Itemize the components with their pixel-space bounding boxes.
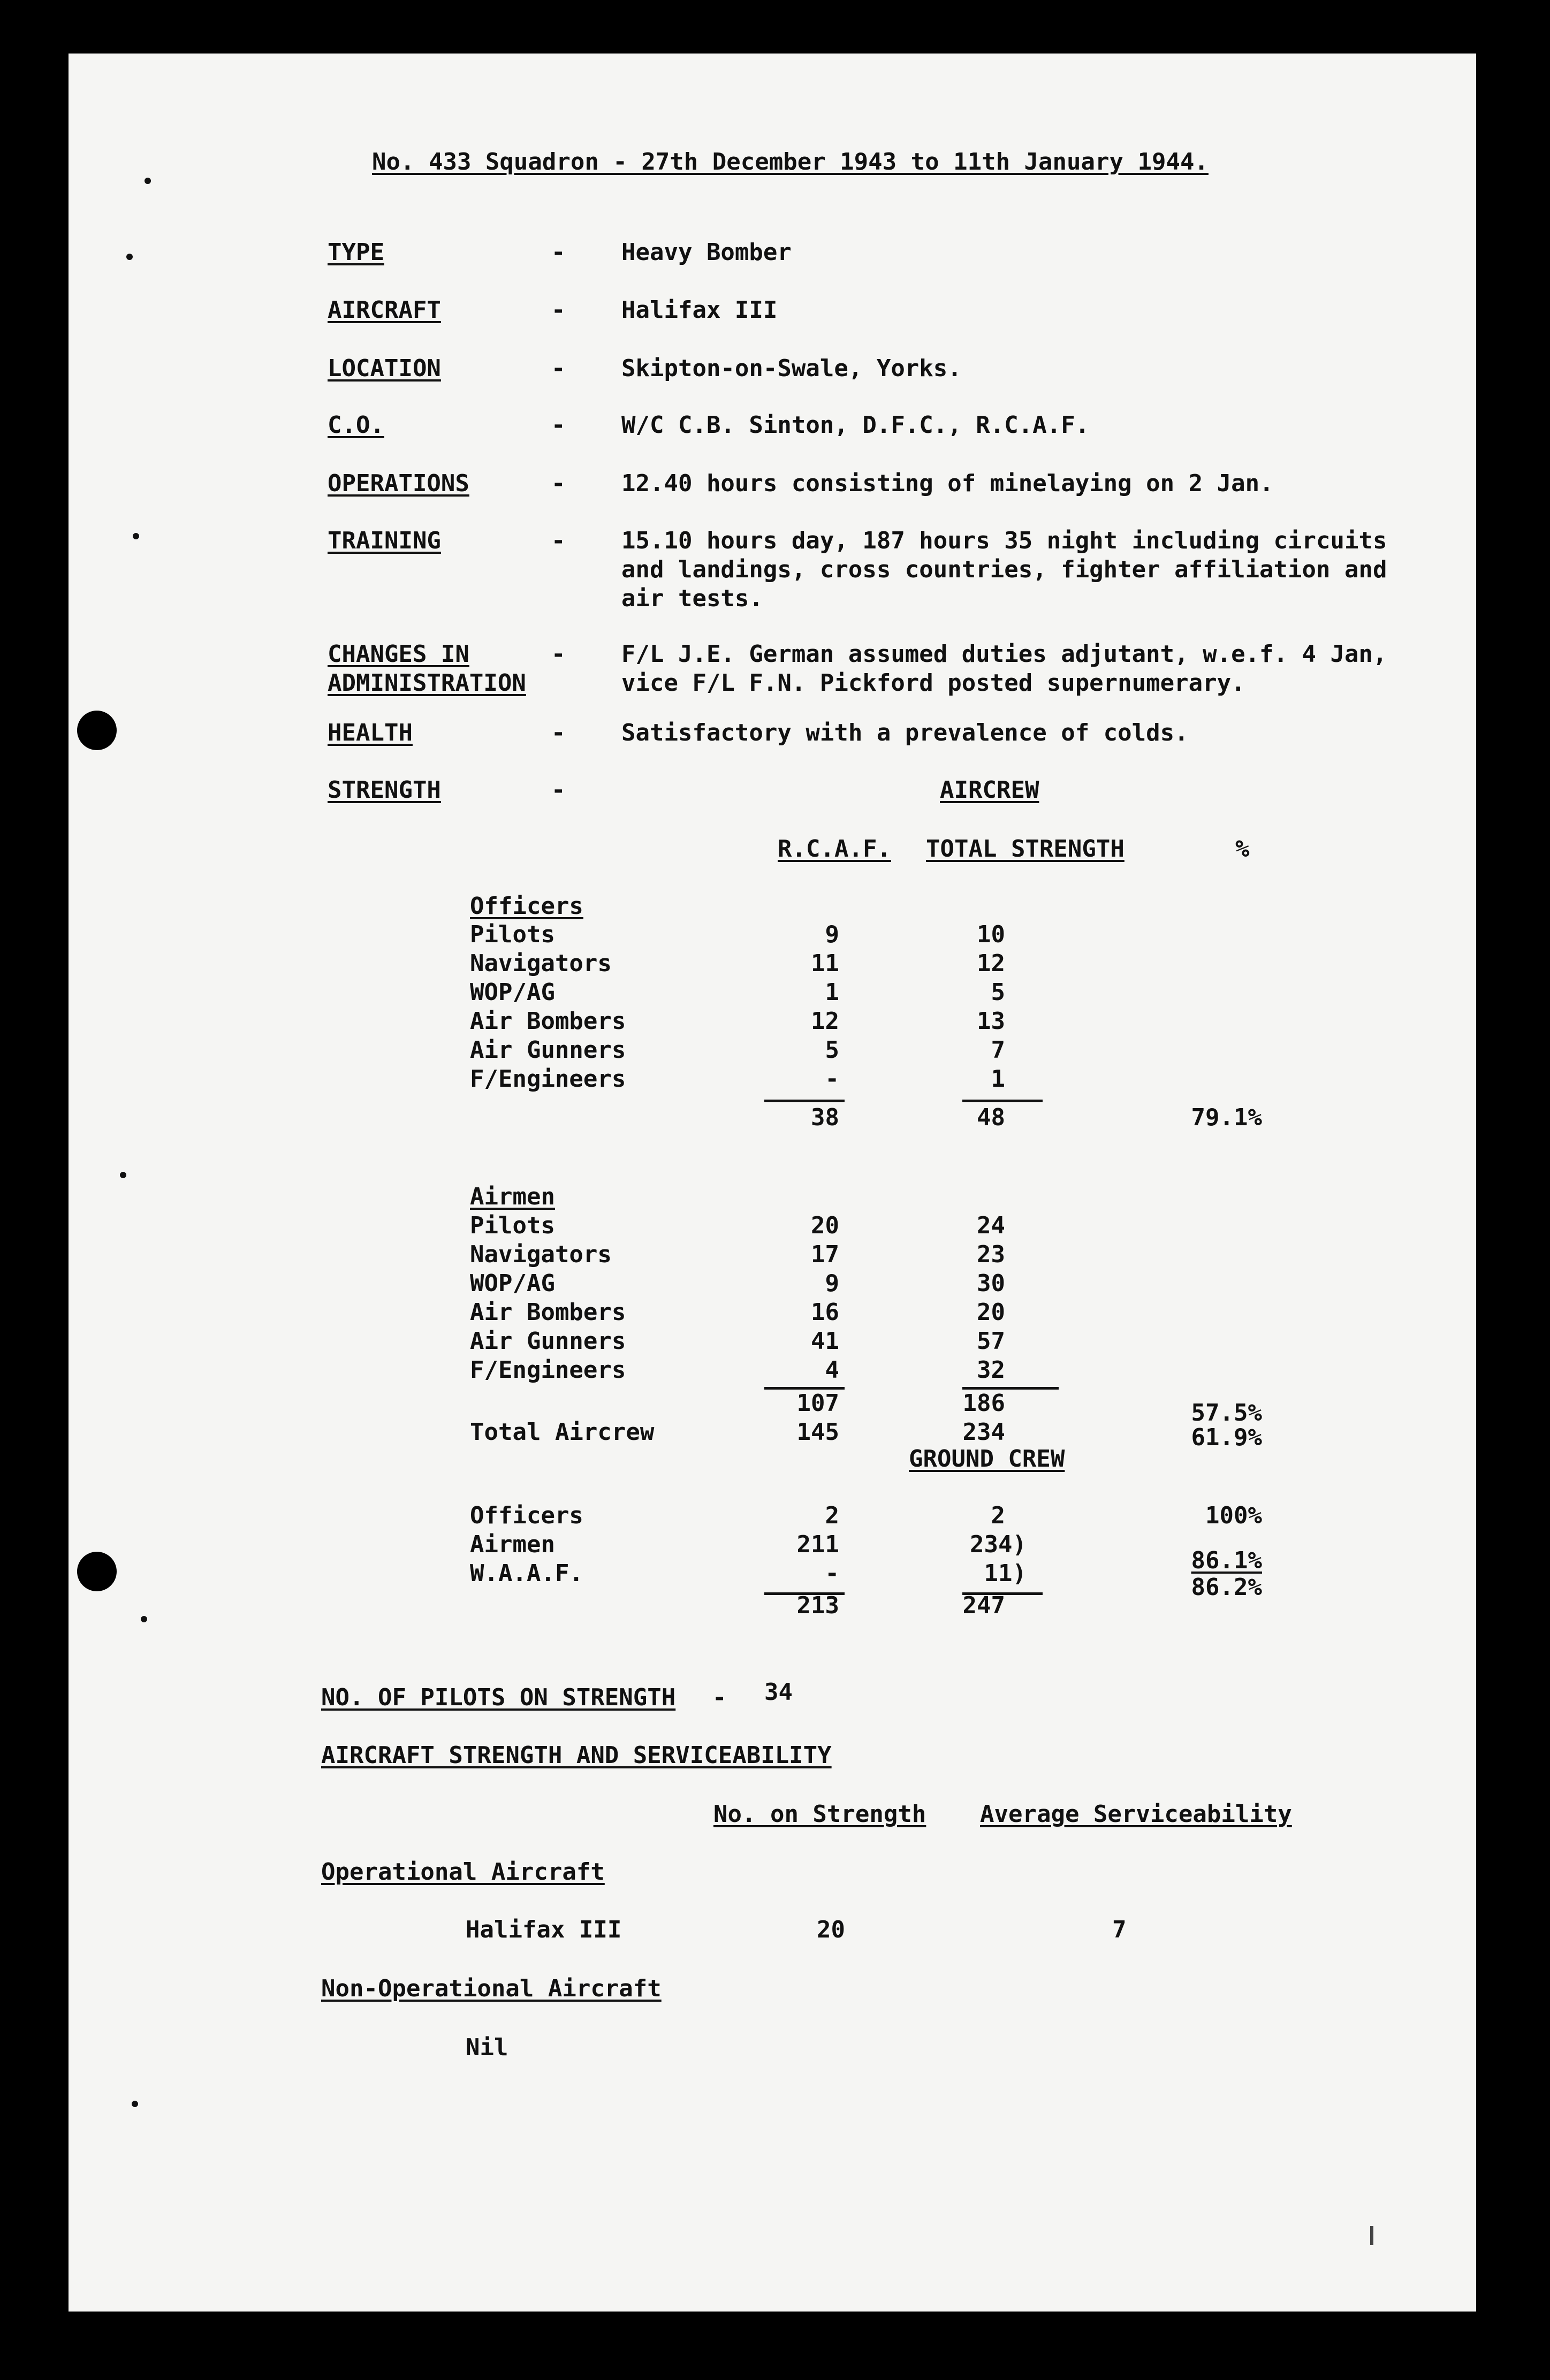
punch-hole (77, 1552, 117, 1591)
airman-role: WOP/AG (470, 1270, 555, 1297)
speck (120, 1172, 126, 1178)
field-dash: - (551, 239, 566, 266)
speck (141, 1616, 147, 1622)
field-dash: - (551, 296, 566, 324)
aircraft-type: Halifax III (466, 1916, 622, 1943)
officer-rcaf: 1 (825, 979, 839, 1006)
field-dash: - (551, 776, 566, 804)
officer-role: F/Engineers (470, 1065, 626, 1093)
officer-rcaf: 11 (811, 950, 839, 977)
officer-role: Air Gunners (470, 1036, 626, 1064)
ground-total: 2 (991, 1502, 1005, 1529)
aircraft-serviceability-value: 7 (1112, 1916, 1127, 1943)
col-average-serviceability: Average Serviceability (980, 1801, 1292, 1828)
operational-aircraft-heading: Operational Aircraft (321, 1858, 605, 1886)
airman-total: 23 (977, 1241, 1005, 1268)
subtotal-rule (764, 1100, 845, 1102)
airman-total: 32 (977, 1356, 1005, 1384)
ground-role: Officers (470, 1502, 583, 1529)
field-label-health: HEALTH (328, 719, 413, 746)
officer-rcaf: 12 (811, 1008, 839, 1035)
field-dash: - (551, 719, 566, 746)
ground-total-strength: 247 (962, 1592, 1005, 1619)
airman-total: 30 (977, 1270, 1005, 1297)
airman-role: Air Bombers (470, 1299, 626, 1326)
field-value-co: W/C C.B. Sinton, D.F.C., R.C.A.F. (621, 411, 1090, 439)
officer-role: Pilots (470, 921, 555, 948)
officer-role: Air Bombers (470, 1008, 626, 1035)
total-aircrew-rcaf: 145 (796, 1418, 839, 1446)
field-label-training: TRAINING (328, 527, 441, 554)
field-label-location: LOCATION (328, 355, 441, 382)
document-page (69, 54, 1476, 2312)
officer-rcaf: 9 (825, 921, 839, 948)
airmen-total-pct: 57.5% (1191, 1399, 1262, 1427)
speck (1370, 2226, 1373, 2245)
officer-total: 13 (977, 1008, 1005, 1035)
field-value-location: Skipton-on-Swale, Yorks. (621, 355, 962, 382)
field-value-training: 15.10 hours day, 187 hours 35 night including circuits and landings, cross countries, fighter affiliation and air tests. (621, 527, 1387, 612)
airman-role: Navigators (470, 1241, 612, 1268)
ground-total: 234) (970, 1531, 1027, 1558)
field-value-changes: F/L J.E. German assumed duties adjutant, w.e.f. 4 Jan, vice F/L F.N. Pickford posted supernumerary. (621, 640, 1387, 697)
field-dash: - (551, 527, 566, 554)
speck (132, 2101, 138, 2107)
total-aircrew-pct: 61.9% (1191, 1424, 1262, 1451)
field-label-strength: STRENGTH (328, 776, 441, 804)
officer-total: 12 (977, 950, 1005, 977)
field-value-type: Heavy Bomber (621, 239, 792, 266)
total-aircrew-label: Total Aircrew (470, 1418, 655, 1446)
ground-pct: 100% (1205, 1502, 1262, 1529)
pilots-on-strength-value: 34 (764, 1679, 793, 1706)
ground-rcaf: 2 (825, 1502, 839, 1529)
field-dash: - (551, 355, 566, 382)
airman-rcaf: 4 (825, 1356, 839, 1384)
field-dash: - (712, 1684, 727, 1711)
field-value-health: Satisfactory with a prevalence of colds. (621, 719, 1189, 746)
officer-total: 10 (977, 921, 1005, 948)
field-dash: - (551, 411, 566, 439)
col-rcaf-header: R.C.A.F. (778, 835, 891, 863)
field-value-aircraft: Halifax III (621, 296, 778, 324)
airman-total: 57 (977, 1328, 1005, 1355)
punch-hole (77, 711, 117, 750)
speck (133, 533, 139, 539)
ground-role: W.A.A.F. (470, 1560, 583, 1587)
airman-rcaf: 9 (825, 1270, 839, 1297)
airman-rcaf: 20 (811, 1212, 839, 1239)
airman-total: 20 (977, 1299, 1005, 1326)
col-pct-header: % (1235, 835, 1250, 863)
field-label-aircraft: AIRCRAFT (328, 296, 441, 324)
ground-rcaf: - (825, 1560, 839, 1587)
airman-rcaf: 41 (811, 1328, 839, 1355)
officer-rcaf: 5 (825, 1036, 839, 1064)
col-total-header: TOTAL STRENGTH (926, 835, 1124, 863)
officers-total-pct: 79.1% (1191, 1104, 1262, 1131)
aircrew-heading: AIRCREW (940, 776, 1039, 804)
airmen-total-rcaf: 107 (796, 1390, 839, 1417)
airman-role: Pilots (470, 1212, 555, 1239)
ground-crew-heading: GROUND CREW (909, 1445, 1065, 1473)
airman-rcaf: 17 (811, 1241, 839, 1268)
subtotal-rule (962, 1100, 1043, 1102)
field-label-changes: CHANGES IN ADMINISTRATION (328, 640, 526, 697)
speck (126, 254, 133, 260)
officers-total-rcaf: 38 (811, 1104, 839, 1131)
pilots-on-strength-label: NO. OF PILOTS ON STRENGTH (321, 1684, 676, 1711)
airman-role: F/Engineers (470, 1356, 626, 1384)
airman-rcaf: 16 (811, 1299, 839, 1326)
ground-role: Airmen (470, 1531, 555, 1558)
field-value-operations: 12.40 hours consisting of minelaying on 2 Jan. (621, 470, 1274, 497)
officer-role: Navigators (470, 950, 612, 977)
ground-total-pct: 86.2% (1191, 1574, 1262, 1601)
officer-total: 7 (991, 1036, 1005, 1064)
officer-total: 5 (991, 979, 1005, 1006)
speck (145, 178, 151, 184)
ground-pct: 86.1% (1191, 1547, 1262, 1574)
field-dash: - (551, 470, 566, 497)
ground-total: 11) (984, 1560, 1027, 1587)
field-label-co: C.O. (328, 411, 384, 439)
field-label-type: TYPE (328, 239, 384, 266)
total-aircrew-strength: 234 (962, 1418, 1005, 1446)
airman-role: Air Gunners (470, 1328, 626, 1355)
ground-total-rcaf: 213 (796, 1592, 839, 1619)
non-operational-aircraft-heading: Non-Operational Aircraft (321, 1975, 662, 2002)
officers-heading: Officers (470, 892, 583, 920)
airmen-total-strength: 186 (962, 1390, 1005, 1417)
officer-total: 1 (991, 1065, 1005, 1093)
non-operational-value: Nil (466, 2034, 508, 2061)
aircraft-strength-value: 20 (817, 1916, 845, 1943)
col-no-on-strength: No. on Strength (713, 1801, 926, 1828)
airmen-heading: Airmen (470, 1183, 555, 1210)
officers-total-strength: 48 (977, 1104, 1005, 1131)
field-dash: - (551, 640, 566, 668)
document-title: No. 433 Squadron - 27th December 1943 to 11th January 1944. (372, 148, 1209, 176)
airman-total: 24 (977, 1212, 1005, 1239)
field-label-operations: OPERATIONS (328, 470, 469, 497)
officer-rcaf: - (825, 1065, 839, 1093)
aircraft-strength-heading: AIRCRAFT STRENGTH AND SERVICEABILITY (321, 1742, 832, 1769)
officer-role: WOP/AG (470, 979, 555, 1006)
ground-rcaf: 211 (796, 1531, 839, 1558)
